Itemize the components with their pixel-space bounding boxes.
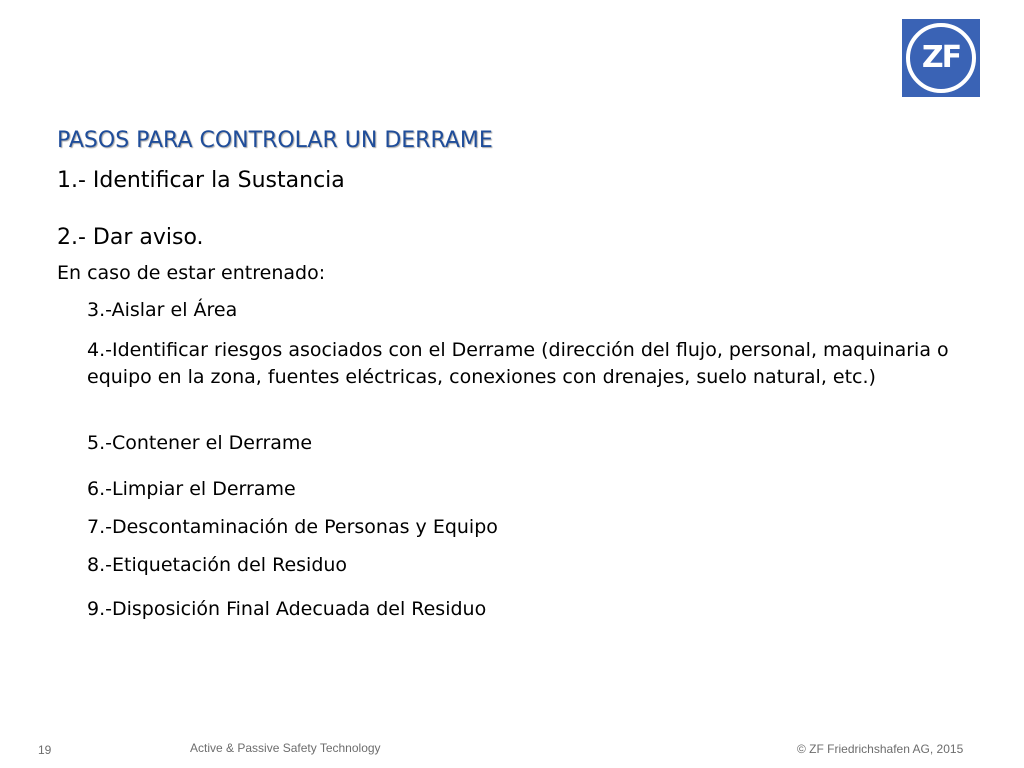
step-2: 2.- Dar aviso. — [57, 225, 204, 250]
page-number: 19 — [38, 743, 52, 757]
step-5: 5.-Contener el Derrame — [87, 432, 313, 454]
step-6: 6.-Limpiar el Derrame — [87, 478, 296, 500]
step-7: 7.-Descontaminación de Personas y Equipo — [87, 516, 498, 538]
step-3: 3.-Aislar el Área — [87, 299, 238, 321]
footer-title: Active & Passive Safety Technology — [190, 741, 381, 755]
step-1: 1.- Identificar la Sustancia — [57, 168, 345, 193]
trained-note: En caso de estar entrenado: — [57, 262, 326, 284]
zf-logo — [902, 19, 980, 97]
slide-title: PASOS PARA CONTROLAR UN DERRAME — [57, 128, 493, 153]
zf-logo-text: ZF — [921, 40, 961, 75]
copyright: © ZF Friedrichshafen AG, 2015 — [797, 742, 964, 756]
step-9: 9.-Disposición Final Adecuada del Residuo — [87, 598, 487, 620]
step-4: 4.-Identificar riesgos asociados con el Derrame (dirección del flujo, personal, maquinaria o equipo en la zona, fuentes eléctricas, conexiones con drenajes, suelo natural, etc.) — [87, 339, 949, 388]
step-8: 8.-Etiquetación del Residuo — [87, 554, 348, 576]
